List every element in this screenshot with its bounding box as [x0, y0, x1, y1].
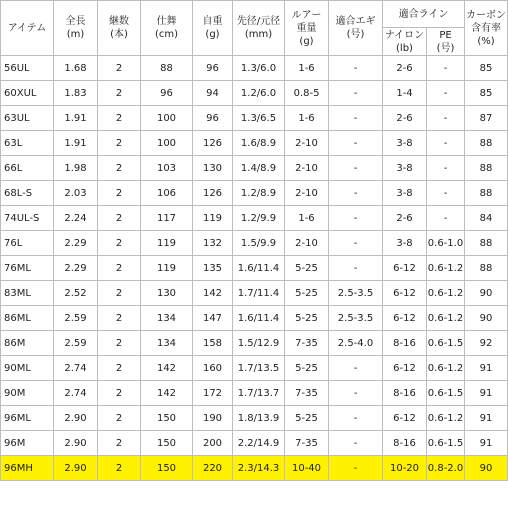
cell-tip-butt: 1.6/8.9	[233, 131, 285, 156]
cell-closed-length: 96	[141, 81, 193, 106]
cell-closed-length: 134	[141, 306, 193, 331]
cell-pe: 0.6-1.2	[427, 306, 465, 331]
cell-length: 2.03	[54, 181, 98, 206]
cell-weight: 160	[193, 356, 233, 381]
header-length-label: 全長	[65, 16, 86, 27]
cell-item: 76ML	[1, 256, 54, 281]
cell-lure-weight: 0.8-5	[285, 81, 329, 106]
cell-lure-weight: 5-25	[285, 356, 329, 381]
cell-tip-butt: 1.5/9.9	[233, 231, 285, 256]
header-pe-unit: (号)	[436, 42, 455, 54]
cell-length: 1.91	[54, 106, 98, 131]
cell-length: 1.98	[54, 156, 98, 181]
cell-nylon: 3-8	[383, 131, 427, 156]
cell-item: 68L-S	[1, 181, 54, 206]
cell-nylon: 10-20	[383, 456, 427, 481]
cell-item: 96M	[1, 431, 54, 456]
cell-egi: -	[329, 381, 383, 406]
header-nylon-unit: (lb)	[396, 42, 413, 54]
cell-nylon: 3-8	[383, 156, 427, 181]
cell-pe: -	[427, 56, 465, 81]
cell-length: 1.83	[54, 81, 98, 106]
cell-closed-length: 130	[141, 281, 193, 306]
cell-weight: 135	[193, 256, 233, 281]
header-carbon-unit: (%)	[477, 35, 495, 47]
table-row	[1, 206, 508, 231]
cell-pieces: 2	[98, 106, 141, 131]
table-row	[1, 456, 508, 481]
cell-carbon: 85	[465, 81, 508, 106]
cell-weight: 130	[193, 156, 233, 181]
cell-egi: -	[329, 231, 383, 256]
cell-item: 86M	[1, 331, 54, 356]
cell-length: 2.74	[54, 381, 98, 406]
cell-tip-butt: 1.7/11.4	[233, 281, 285, 306]
header-pe-label: PE	[439, 29, 452, 41]
header-line-group: 適合ライン	[383, 1, 465, 28]
cell-lure-weight: 1-6	[285, 206, 329, 231]
cell-tip-butt: 1.4/8.9	[233, 156, 285, 181]
cell-weight: 94	[193, 81, 233, 106]
cell-lure-weight: 5-25	[285, 281, 329, 306]
cell-egi: -	[329, 56, 383, 81]
cell-carbon: 91	[465, 431, 508, 456]
header-pieces-unit: (本)	[110, 29, 128, 40]
cell-tip-butt: 1.6/11.4	[233, 256, 285, 281]
header-nylon	[383, 28, 427, 56]
header-egi-unit: (号)	[346, 29, 365, 40]
cell-pieces: 2	[98, 331, 141, 356]
header-egi-label: 適合エギ	[335, 16, 376, 27]
cell-tip-butt: 1.5/12.9	[233, 331, 285, 356]
table-row	[1, 231, 508, 256]
header-weight-label: 自重	[202, 16, 223, 27]
header-lure-weight	[285, 1, 329, 56]
cell-egi: 2.5-3.5	[329, 281, 383, 306]
cell-weight: 158	[193, 331, 233, 356]
header-carbon-label-2: 含有率	[471, 22, 502, 34]
cell-length: 2.24	[54, 206, 98, 231]
cell-egi: -	[329, 406, 383, 431]
header-pe	[427, 28, 465, 56]
cell-length: 2.74	[54, 356, 98, 381]
cell-carbon: 88	[465, 156, 508, 181]
cell-pe: 0.6-1.2	[427, 406, 465, 431]
cell-weight: 190	[193, 406, 233, 431]
cell-tip-butt: 1.8/13.9	[233, 406, 285, 431]
cell-pe: 0.6-1.2	[427, 356, 465, 381]
cell-item: 74UL-S	[1, 206, 54, 231]
cell-tip-butt: 1.6/11.4	[233, 306, 285, 331]
cell-pe: -	[427, 181, 465, 206]
cell-closed-length: 134	[141, 331, 193, 356]
cell-nylon: 6-12	[383, 256, 427, 281]
cell-pe: -	[427, 81, 465, 106]
cell-closed-length: 100	[141, 131, 193, 156]
cell-pieces: 2	[98, 206, 141, 231]
cell-tip-butt: 2.2/14.9	[233, 431, 285, 456]
cell-lure-weight: 2-10	[285, 231, 329, 256]
cell-nylon: 1-4	[383, 81, 427, 106]
cell-egi: -	[329, 106, 383, 131]
cell-pieces: 2	[98, 131, 141, 156]
table-header	[1, 1, 508, 56]
cell-pe: 0.8-2.0	[427, 456, 465, 481]
cell-carbon: 91	[465, 356, 508, 381]
cell-lure-weight: 5-25	[285, 406, 329, 431]
table-row	[1, 356, 508, 381]
cell-closed-length: 150	[141, 456, 193, 481]
cell-weight: 126	[193, 131, 233, 156]
cell-pieces: 2	[98, 306, 141, 331]
cell-pe: -	[427, 156, 465, 181]
cell-nylon: 8-16	[383, 381, 427, 406]
cell-item: 90ML	[1, 356, 54, 381]
cell-length: 2.90	[54, 456, 98, 481]
cell-carbon: 92	[465, 331, 508, 356]
cell-length: 2.29	[54, 231, 98, 256]
cell-nylon: 6-12	[383, 306, 427, 331]
cell-nylon: 8-16	[383, 331, 427, 356]
cell-tip-butt: 1.2/9.9	[233, 206, 285, 231]
cell-weight: 172	[193, 381, 233, 406]
table-row	[1, 156, 508, 181]
cell-lure-weight: 1-6	[285, 106, 329, 131]
table-body	[1, 56, 508, 481]
cell-weight: 147	[193, 306, 233, 331]
cell-lure-weight: 5-25	[285, 306, 329, 331]
table-row	[1, 406, 508, 431]
header-lure-label-2: 重量	[296, 22, 317, 34]
cell-nylon: 2-6	[383, 56, 427, 81]
cell-pieces: 2	[98, 281, 141, 306]
cell-pieces: 2	[98, 456, 141, 481]
cell-pe: 0.6-1.0	[427, 231, 465, 256]
header-carbon	[465, 1, 508, 56]
cell-closed-length: 106	[141, 181, 193, 206]
cell-egi: -	[329, 181, 383, 206]
cell-carbon: 84	[465, 206, 508, 231]
cell-nylon: 2-6	[383, 106, 427, 131]
cell-carbon: 88	[465, 231, 508, 256]
cell-nylon: 6-12	[383, 281, 427, 306]
cell-length: 2.90	[54, 406, 98, 431]
cell-closed-length: 119	[141, 231, 193, 256]
cell-pieces: 2	[98, 81, 141, 106]
cell-lure-weight: 2-10	[285, 181, 329, 206]
cell-carbon: 91	[465, 406, 508, 431]
table-row	[1, 131, 508, 156]
cell-item: 76L	[1, 231, 54, 256]
cell-nylon: 2-6	[383, 206, 427, 231]
cell-closed-length: 150	[141, 406, 193, 431]
cell-tip-butt: 1.7/13.7	[233, 381, 285, 406]
cell-closed-length: 88	[141, 56, 193, 81]
table-row	[1, 331, 508, 356]
header-row-1	[1, 1, 508, 28]
cell-carbon: 88	[465, 181, 508, 206]
header-closed-unit: (cm)	[154, 29, 179, 40]
cell-weight: 132	[193, 231, 233, 256]
table-row	[1, 106, 508, 131]
table-row	[1, 281, 508, 306]
cell-lure-weight: 7-35	[285, 331, 329, 356]
cell-lure-weight: 2-10	[285, 156, 329, 181]
cell-closed-length: 103	[141, 156, 193, 181]
cell-pe: 0.6-1.5	[427, 431, 465, 456]
cell-egi: -	[329, 206, 383, 231]
header-lure-unit: (g)	[299, 35, 314, 47]
header-closed-length	[141, 1, 193, 56]
cell-egi: -	[329, 131, 383, 156]
cell-nylon: 3-8	[383, 181, 427, 206]
cell-tip-butt: 2.3/14.3	[233, 456, 285, 481]
cell-pe: 0.6-1.2	[427, 256, 465, 281]
header-pieces	[98, 1, 141, 56]
cell-weight: 200	[193, 431, 233, 456]
cell-pe: 0.6-1.2	[427, 281, 465, 306]
cell-item: 66L	[1, 156, 54, 181]
cell-carbon: 90	[465, 281, 508, 306]
cell-pieces: 2	[98, 156, 141, 181]
cell-tip-butt: 1.3/6.0	[233, 56, 285, 81]
table-row	[1, 431, 508, 456]
header-closed-label: 仕舞	[156, 16, 177, 27]
cell-pe: 0.6-1.5	[427, 331, 465, 356]
cell-pieces: 2	[98, 256, 141, 281]
cell-pieces: 2	[98, 181, 141, 206]
table-row	[1, 181, 508, 206]
header-pieces-label: 継数	[109, 16, 129, 27]
cell-carbon: 85	[465, 56, 508, 81]
cell-nylon: 3-8	[383, 231, 427, 256]
cell-carbon: 90	[465, 306, 508, 331]
cell-weight: 96	[193, 56, 233, 81]
cell-egi: -	[329, 256, 383, 281]
cell-length: 2.90	[54, 431, 98, 456]
cell-tip-butt: 1.3/6.5	[233, 106, 285, 131]
table-row	[1, 56, 508, 81]
cell-carbon: 88	[465, 131, 508, 156]
cell-item: 83ML	[1, 281, 54, 306]
cell-length: 2.52	[54, 281, 98, 306]
cell-item: 86ML	[1, 306, 54, 331]
cell-closed-length: 150	[141, 431, 193, 456]
header-lure-label-1: ルアー	[291, 9, 322, 21]
header-tip-butt	[233, 1, 285, 56]
cell-egi: -	[329, 431, 383, 456]
header-tip-butt-label: 先径/元径	[236, 16, 281, 27]
cell-weight: 119	[193, 206, 233, 231]
cell-nylon: 8-16	[383, 431, 427, 456]
cell-weight: 220	[193, 456, 233, 481]
cell-pe: -	[427, 106, 465, 131]
cell-length: 2.59	[54, 331, 98, 356]
cell-lure-weight: 5-25	[285, 256, 329, 281]
cell-lure-weight: 1-6	[285, 56, 329, 81]
cell-tip-butt: 1.2/6.0	[233, 81, 285, 106]
cell-weight: 126	[193, 181, 233, 206]
cell-closed-length: 100	[141, 106, 193, 131]
cell-closed-length: 119	[141, 256, 193, 281]
cell-egi: -	[329, 81, 383, 106]
cell-lure-weight: 7-35	[285, 431, 329, 456]
cell-length: 2.29	[54, 256, 98, 281]
cell-length: 1.68	[54, 56, 98, 81]
cell-item: 60XUL	[1, 81, 54, 106]
cell-pieces: 2	[98, 56, 141, 81]
header-carbon-label-1: カーボン	[466, 9, 507, 21]
cell-tip-butt: 1.7/13.5	[233, 356, 285, 381]
cell-pieces: 2	[98, 431, 141, 456]
cell-closed-length: 142	[141, 381, 193, 406]
cell-item: 56UL	[1, 56, 54, 81]
cell-item: 90M	[1, 381, 54, 406]
cell-item: 63L	[1, 131, 54, 156]
cell-lure-weight: 2-10	[285, 131, 329, 156]
table-row	[1, 256, 508, 281]
table-row	[1, 381, 508, 406]
cell-egi: -	[329, 356, 383, 381]
header-weight-unit: (g)	[205, 29, 220, 40]
cell-egi: -	[329, 156, 383, 181]
header-item: アイテム	[1, 1, 54, 56]
header-length	[54, 1, 98, 56]
cell-nylon: 6-12	[383, 356, 427, 381]
cell-pieces: 2	[98, 356, 141, 381]
cell-carbon: 87	[465, 106, 508, 131]
cell-pieces: 2	[98, 231, 141, 256]
table-row	[1, 306, 508, 331]
cell-pieces: 2	[98, 381, 141, 406]
table-row	[1, 81, 508, 106]
cell-lure-weight: 7-35	[285, 381, 329, 406]
cell-carbon: 88	[465, 256, 508, 281]
cell-length: 1.91	[54, 131, 98, 156]
cell-egi: 2.5-3.5	[329, 306, 383, 331]
header-nylon-label: ナイロン	[384, 29, 425, 41]
header-tip-butt-unit: (mm)	[244, 29, 273, 40]
cell-weight: 142	[193, 281, 233, 306]
cell-item: 63UL	[1, 106, 54, 131]
cell-egi: 2.5-4.0	[329, 331, 383, 356]
cell-pe: -	[427, 131, 465, 156]
header-weight	[193, 1, 233, 56]
cell-carbon: 90	[465, 456, 508, 481]
cell-lure-weight: 10-40	[285, 456, 329, 481]
cell-pieces: 2	[98, 406, 141, 431]
cell-egi: -	[329, 456, 383, 481]
header-egi	[329, 1, 383, 56]
cell-pe: 0.6-1.5	[427, 381, 465, 406]
cell-item: 96ML	[1, 406, 54, 431]
header-length-unit: (m)	[66, 29, 85, 40]
cell-tip-butt: 1.2/8.9	[233, 181, 285, 206]
cell-weight: 96	[193, 106, 233, 131]
cell-nylon: 6-12	[383, 406, 427, 431]
cell-length: 2.59	[54, 306, 98, 331]
cell-pe: -	[427, 206, 465, 231]
cell-carbon: 91	[465, 381, 508, 406]
cell-closed-length: 117	[141, 206, 193, 231]
cell-item: 96MH	[1, 456, 54, 481]
cell-closed-length: 142	[141, 356, 193, 381]
